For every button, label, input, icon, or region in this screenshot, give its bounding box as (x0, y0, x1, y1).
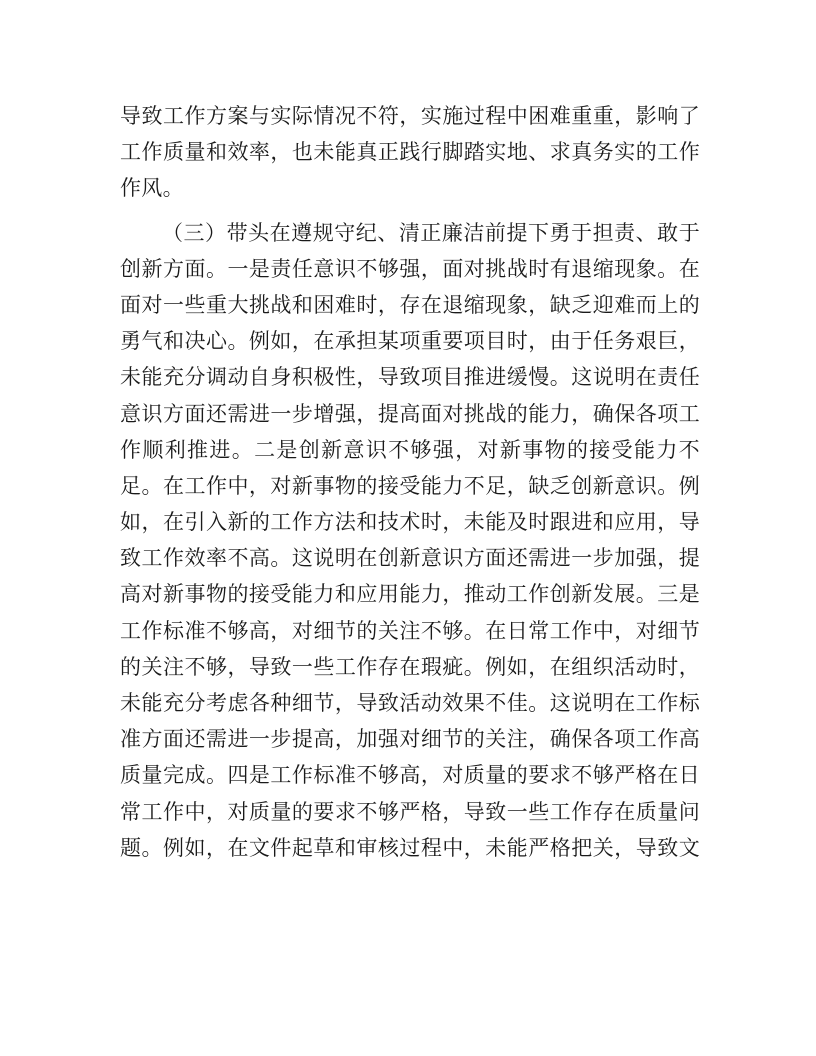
body-text (120, 98, 700, 866)
text-line: 高对新事物的接受能力和应用能力，推动工作创新发展。三是 (120, 582, 700, 607)
paragraph-2 (120, 215, 700, 866)
text-line: 未能充分考虑各种细节，导致活动效果不佳。这说明在工作标 (120, 691, 700, 715)
paragraph-1 (120, 98, 700, 207)
text-line: 致工作效率不高。这说明在创新意识方面还需进一步加强，提 (120, 546, 700, 571)
paragraph-spacer (120, 207, 700, 215)
text-line: 导致工作方案与实际情况不符，实施过程中困难重重，影响了 (120, 104, 700, 128)
text-line: 勇气和决心。例如，在承担某项重要项目时，由于任务艰巨， (120, 329, 700, 354)
text-line: 工作质量和效率，也未能真正践行脚踏实地、求真务实的工作 (120, 140, 700, 165)
text-line: 意识方面还需进一步增强，提高面对挑战的能力，确保各项工 (120, 401, 700, 426)
text-line: （三）带头在遵规守纪、清正廉洁前提下勇于担责、敢于 (162, 220, 700, 245)
text-line: 题。例如，在文件起草和审核过程中，未能严格把关，导致文 (120, 835, 700, 860)
text-line: 未能充分调动自身积极性，导致项目推进缓慢。这说明在责任 (120, 365, 700, 390)
text-line: 工作标准不够高，对细节的关注不够。在日常工作中，对细节 (120, 618, 700, 643)
text-line: 准方面还需进一步提高，加强对细节的关注，确保各项工作高 (120, 727, 700, 752)
text-line: 常工作中，对质量的要求不够严格，导致一些工作存在质量问 (120, 799, 700, 824)
text-line: 面对一些重大挑战和困难时，存在退缩现象，缺乏迎难而上的 (120, 292, 700, 317)
text-line: 的关注不够，导致一些工作存在瑕疵。例如，在组织活动时， (120, 654, 700, 679)
text-line: 质量完成。四是工作标准不够高，对质量的要求不够严格在日 (120, 763, 700, 788)
text-line: 足。在工作中，对新事物的接受能力不足，缺乏创新意识。例 (120, 473, 700, 498)
text-line: 作顺利推进。二是创新意识不够强，对新事物的接受能力不 (120, 437, 700, 462)
text-line: 创新方面。一是责任意识不够强，面对挑战时有退缩现象。在 (120, 256, 700, 281)
text-line: 作风。 (120, 176, 184, 201)
text-line: 如，在引入新的工作方法和技术时，未能及时跟进和应用，导 (120, 510, 700, 535)
